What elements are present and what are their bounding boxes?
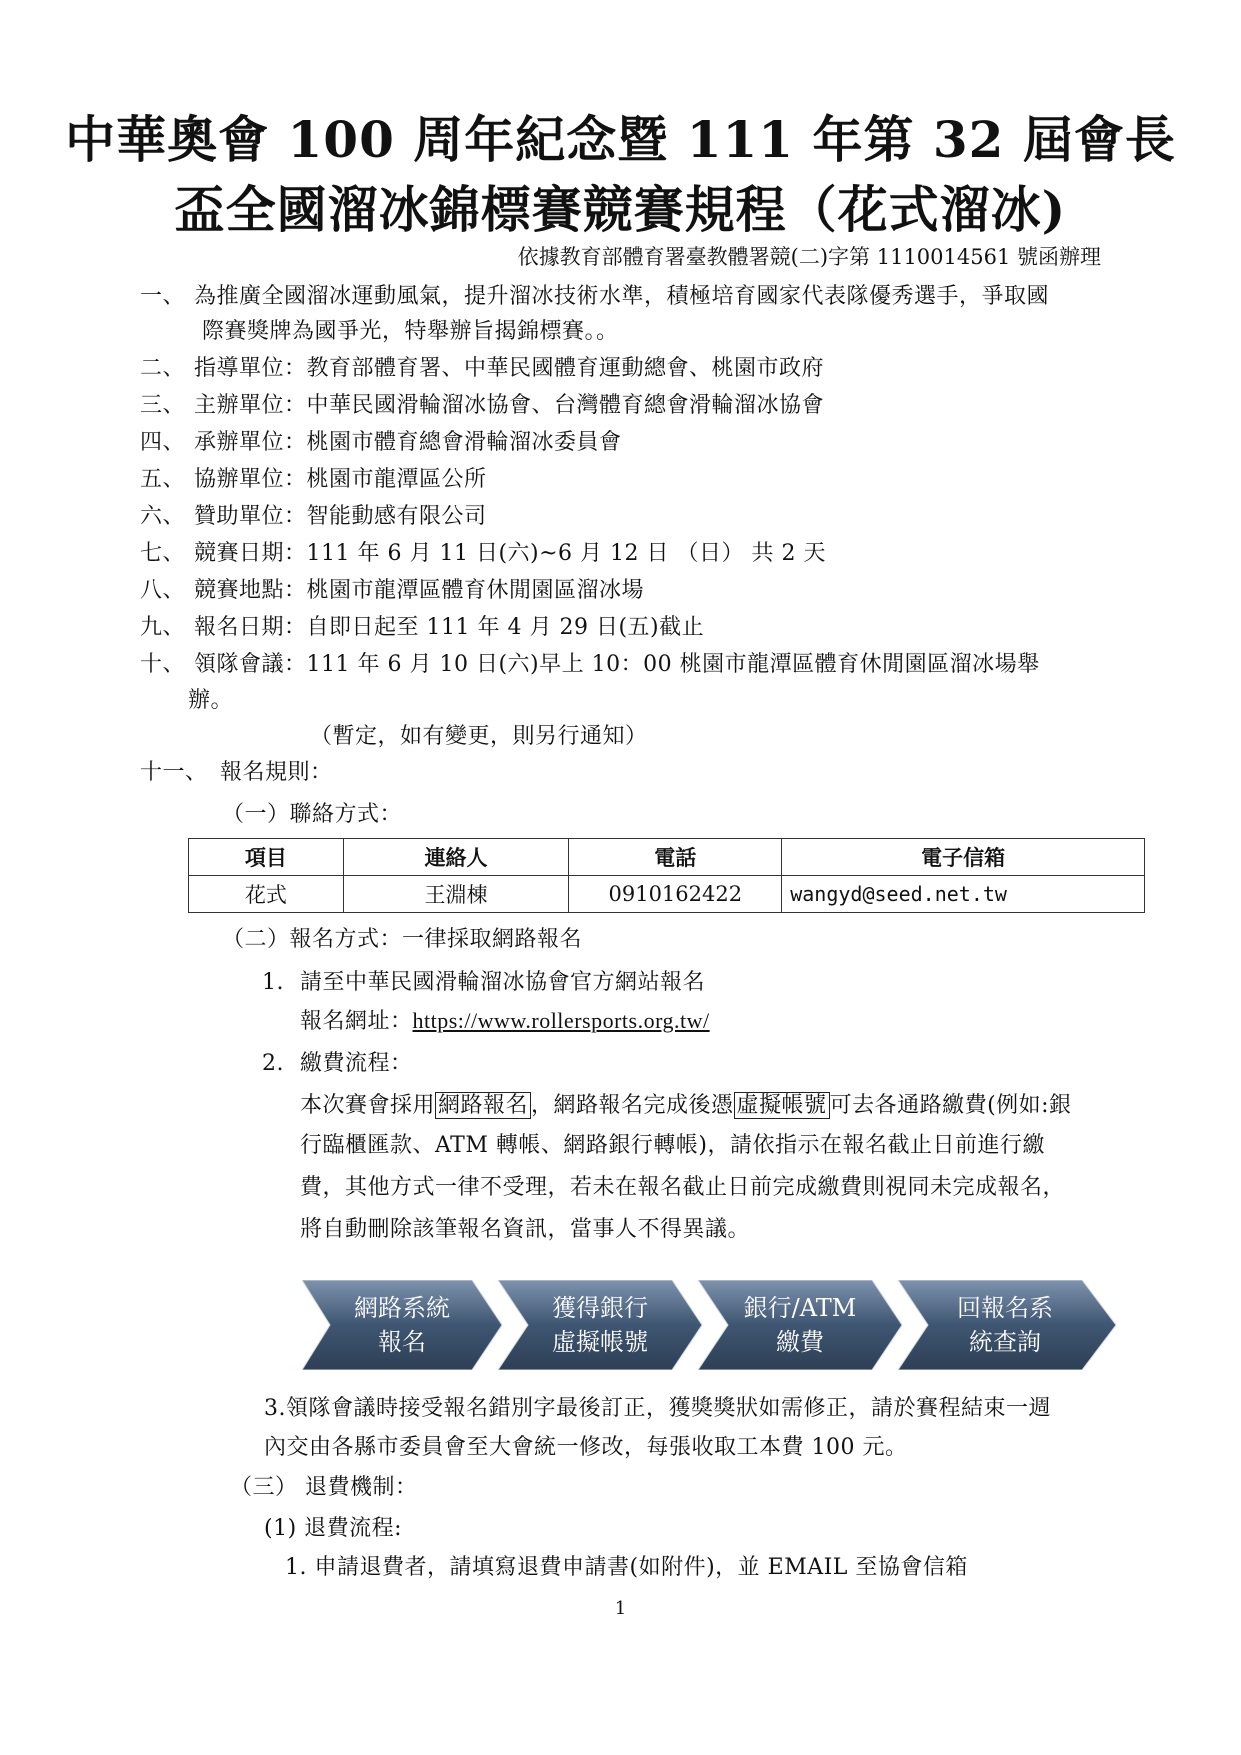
refund-step-1: 1. 申請退費者，請填寫退費申請書(如附件)，並 EMAIL 至協會信箱 [285,1555,968,1580]
section-11: 十一、 報名規則： [140,760,333,785]
item-10: 十、 領隊會議：111 年 6 月 10 日(六)早上 10：00 桃園市龍潭區體育休閒園區溜冰場舉 [140,652,1040,677]
payment-para-line-2: 行臨櫃匯款、ATM 轉帳、網路銀行轉帳)，請依指示在報名截止日前進行繳 [300,1133,1045,1158]
signup-method: （二）報名方式：一律採取網路報名 [222,927,583,952]
flow-step-2 [498,1280,702,1370]
payment-flow-diagram [302,1280,1122,1370]
table-header-row [189,839,1145,876]
step-2: 2. 繳費流程： [262,1051,413,1076]
header-item: 項目 [189,839,344,876]
signup-url-line: 報名網址：https://www.rollersports.org.tw/ [300,1008,710,1034]
flow-step-4 [898,1280,1116,1370]
header-contact: 連絡人 [343,839,569,876]
flow-step-3 [698,1280,902,1370]
title-line-2: 盃全國溜冰錦標賽競賽規程（花式溜冰) [174,180,1067,239]
item-1: 一、 為推廣全國溜冰運動風氣，提升溜冰技術水準，積極培育國家代表隊優秀選手，爭取國 [140,284,1050,309]
item-4: 四、 承辦單位：桃園市體育總會滑輪溜冰委員會 [140,430,622,455]
svg-text:報名: 報名 [378,1328,426,1356]
payment-para-line-3: 費，其他方式一律不受理，若未在報名截止日前完成繳費則視同未完成報名， [300,1175,1066,1200]
svg-text:網路系統: 網路系統 [354,1294,450,1322]
item-3: 三、 主辦單位：中華民國滑輪溜冰協會、台灣體育總會滑輪溜冰協會 [140,393,825,418]
cell-phone: 0910162422 [569,876,782,913]
contact-heading: （一）聯絡方式： [222,802,403,827]
svg-text:虛擬帳號: 虛擬帳號 [552,1328,648,1356]
flow-step-1 [302,1280,502,1370]
boxed-online-signup: 網路報名 [435,1092,531,1119]
item-10-cont: 辦。 [188,688,234,713]
item-1-cont: 際賽獎牌為國爭光，特舉辦旨揭錦標賽。。 [202,319,619,344]
boxed-virtual-account: 虛擬帳號 [734,1092,830,1119]
header-phone: 電話 [569,839,782,876]
cell-contact: 王淵棟 [343,876,569,913]
svg-text:銀行/ATM: 銀行/ATM [743,1294,857,1322]
svg-text:統查詢: 統查詢 [969,1328,1041,1356]
cell-item: 花式 [189,876,344,913]
contact-table [188,838,1145,913]
title-line-1: 中華奧會 100 周年紀念暨 111 年第 32 屆會長 [65,110,1176,169]
svg-text:繳費: 繳費 [776,1328,824,1356]
svg-text:獲得銀行: 獲得銀行 [552,1294,648,1322]
item-3-line-1: 3.領隊會議時接受報名錯別字最後訂正，獲獎獎狀如需修正，請於賽程結束一週 [264,1396,1051,1421]
header-email: 電子信箱 [782,839,1145,876]
item-3-line-2: 內交由各縣市委員會至大會統一修改，每張收取工本費 100 元。 [264,1435,908,1460]
table-row [189,876,1145,913]
signup-url-link[interactable]: https://www.rollersports.org.tw/ [412,1008,710,1033]
item-5: 五、 協辦單位：桃園市龍潭區公所 [140,467,487,492]
payment-para-line-4: 將自動刪除該筆報名資訊，當事人不得異議。 [300,1217,751,1242]
item-7: 七、 競賽日期：111 年 6 月 11 日(六)~6 月 12 日 （日） 共 2 天 [140,541,826,566]
refund-flow: (1) 退費流程: [264,1516,403,1541]
legal-basis: 依據教育部體育署臺教體署競(二)字第 1110014561 號函辦理 [517,245,1101,269]
item-8: 八、 競賽地點：桃園市龍潭區體育休閒園區溜冰場 [140,578,645,603]
tentative-note: （暫定，如有變更，則另行通知） [310,724,648,749]
payment-para-line-1: 本次賽會採用 網路報名 ，網路報名完成後憑 虛擬帳號 可去各通路繳費(例如:銀 [300,1093,1072,1118]
item-2: 二、 指導單位：教育部體育署、中華民國體育運動總會、桃園市政府 [140,356,825,381]
refund-heading: （三） 退費機制： [230,1475,418,1500]
page-number: 1 [614,1598,627,1619]
svg-text:回報名系: 回報名系 [957,1294,1053,1322]
step-1: 1. 請至中華民國滑輪溜冰協會官方網站報名 [262,970,706,995]
item-6: 六、 贊助單位：智能動感有限公司 [140,504,487,529]
item-9: 九、 報名日期：自即日起至 111 年 4 月 29 日(五)截止 [140,615,705,640]
cell-email[interactable]: wangyd@seed.net.tw [782,876,1145,913]
